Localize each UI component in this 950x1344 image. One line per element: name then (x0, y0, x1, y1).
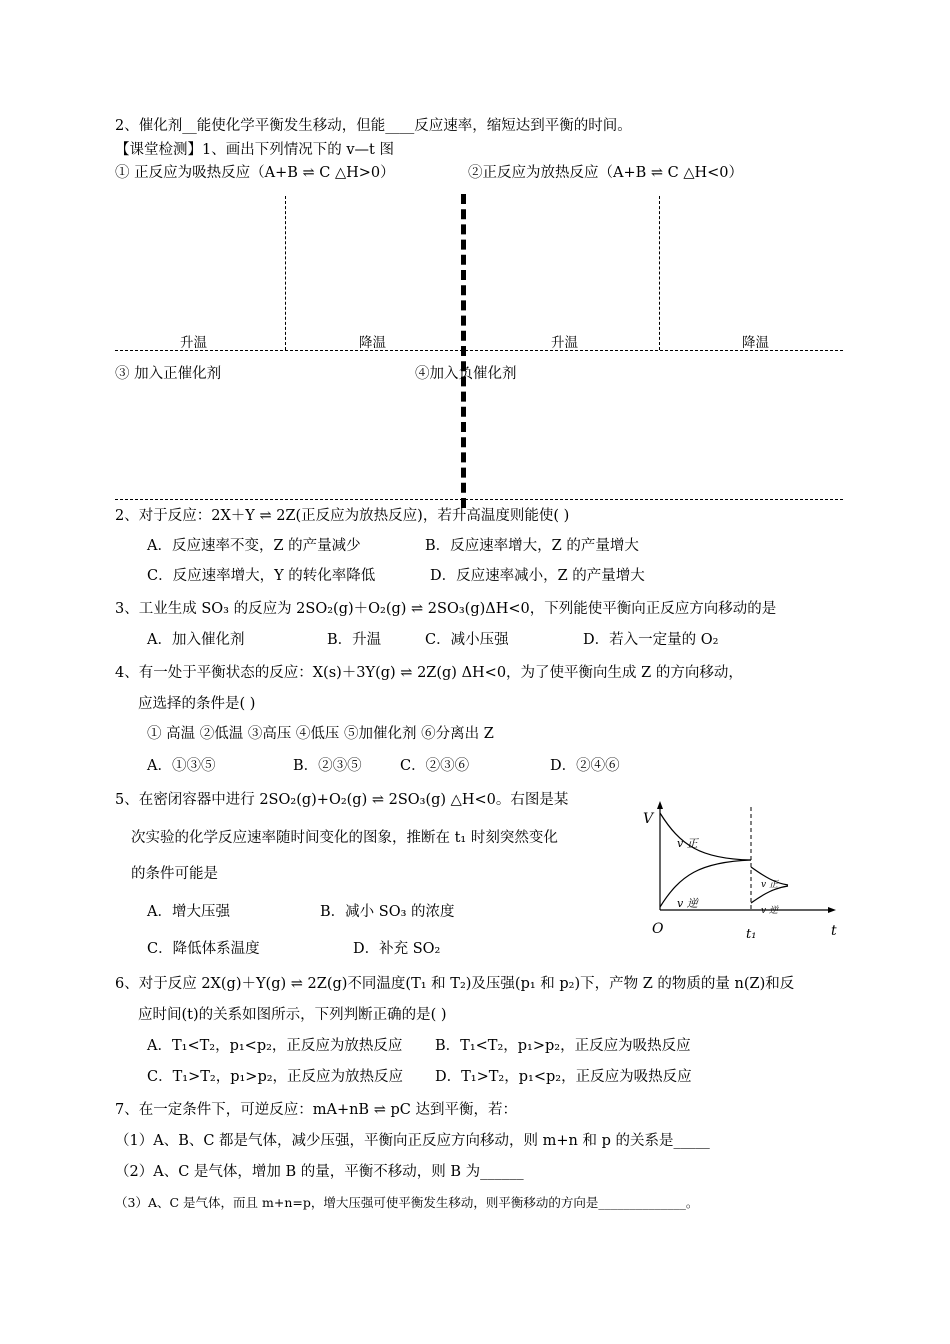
q6-stem: 6、对于反应 2X(g)＋Y(g) ⇌ 2Z(g)不同温度(T₁ 和 T₂)及压强(p₁ 和 p₂)下，产物 Z 的物质的量 n(Z)和反 (115, 976, 795, 992)
q4-option-a: A．①③⑤ (147, 758, 216, 774)
q1-case3: ③ 加入正催化剂 (115, 366, 222, 382)
q6-option-c: C．T₁>T₂，p₁>p₂，正反应为放热反应 (147, 1069, 404, 1085)
q1-case2: ②正反应为放热反应（A+B ⇌ C △H<0） (468, 165, 744, 181)
q4-option-b: B．②③⑤ (293, 758, 362, 774)
q4-option-d: D．②④⑥ (550, 758, 620, 774)
q4-stem: 4、有一处于平衡状态的反应：X(s)＋3Y(g) ⇌ 2Z(g) ΔH<0，为了使平衡向生成 Z 的方向移动， (115, 665, 743, 681)
label-cool-down-1: 降温 (359, 335, 386, 351)
q5-option-b: B．减小 SO₃ 的浓度 (320, 904, 455, 920)
label-heat-up-2: 升温 (551, 335, 578, 351)
graph-v-forward: v 正 (677, 837, 698, 850)
q2-option-d: D．反应速率减小，Z 的产量增大 (430, 568, 645, 584)
q1-case1: ① 正反应为吸热反应（A+B ⇌ C △H>0） (115, 165, 395, 181)
q6-option-d: D．T₁>T₂，p₁<p₂，正反应为吸热反应 (435, 1069, 692, 1085)
q3-option-a: A．加入催化剂 (147, 632, 245, 648)
graph-v-forward-2: v 正 (761, 880, 778, 890)
q5-option-c: C．降低体系温度 (147, 941, 260, 957)
q3-option-c: C．减小压强 (425, 632, 509, 648)
graph-origin: O (652, 921, 664, 937)
q2-stem: 2、对于反应：2X＋Y ⇌ 2Z(正反应为放热反应)，若升高温度则能使( ) (115, 508, 570, 524)
graph-v-reverse-2: v 逆 (761, 906, 778, 916)
q4-stem-2: 应选择的条件是( ) (138, 696, 256, 712)
label-heat-up-1: 升温 (180, 335, 207, 351)
center-divider (461, 194, 466, 508)
q5-option-a: A．增大压强 (147, 904, 230, 920)
q7-part-2: （2）A、C 是气体，增加 B 的量，平衡不移动，则 B 为______ (115, 1164, 524, 1180)
graph-t1: t₁ (746, 927, 757, 942)
divider-case2 (659, 196, 660, 350)
q5-stem: 5、在密闭容器中进行 2SO₂(g)+O₂(g) ⇌ 2SO₃(g) △H<0。右图是某 (115, 792, 569, 808)
q1-case4: ④加入负催化剂 (415, 366, 517, 382)
row-divider-2 (115, 499, 843, 500)
q3-option-d: D．若入一定量的 O₂ (583, 632, 719, 648)
q5-stem-3: 的条件可能是 (131, 866, 218, 882)
rate-time-graph (640, 795, 850, 945)
graph-x-label: t (831, 923, 837, 939)
q5-option-d: D．补充 SO₂ (353, 941, 441, 957)
q6-option-b: B．T₁<T₂，p₁>p₂，正反应为吸热反应 (435, 1038, 691, 1054)
q3-stem: 3、工业生成 SO₃ 的反应为 2SO₂(g)＋O₂(g) ⇌ 2SO₃(g)ΔH<0，下列能使平衡向正反应方向移动的是 (115, 601, 777, 617)
q6-option-a: A．T₁<T₂，p₁<p₂，正反应为放热反应 (147, 1038, 403, 1054)
q6-stem-2: 应时间(t)的关系如图所示，下列判断正确的是( ) (138, 1007, 447, 1023)
q4-conditions: ① 高温 ②低温 ③高压 ④低压 ⑤加催化剂 ⑥分离出 Z (147, 726, 494, 742)
q4-option-c: C．②③⑥ (400, 758, 470, 774)
class-test-title: 【课堂检测】1、画出下列情况下的 v—t 图 (115, 142, 394, 158)
q3-option-b: B．升温 (327, 632, 382, 648)
label-cool-down-2: 降温 (742, 335, 769, 351)
q2-option-b: B．反应速率增大，Z 的产量增大 (425, 538, 639, 554)
q5-stem-2: 次实验的化学反应速率随时间变化的图象，推断在 t₁ 时刻突然变化 (131, 830, 558, 846)
graph-y-label: V (643, 811, 654, 827)
catalyst-note: 2、催化剂__能使化学平衡发生移动，但能____反应速率，缩短达到平衡的时间。 (115, 118, 632, 134)
graph-v-reverse: v 逆 (677, 897, 698, 910)
q2-option-c: C．反应速率增大，Y 的转化率降低 (147, 568, 376, 584)
divider-case1 (285, 196, 286, 350)
q7-part-1: （1）A、B、C 都是气体，减少压强，平衡向正反应方向移动，则 m+n 和 p 的关系是_____ (115, 1133, 710, 1149)
q7-stem: 7、在一定条件下，可逆反应：mA+nB ⇌ pC 达到平衡，若： (115, 1102, 517, 1118)
q2-option-a: A．反应速率不变，Z 的产量减少 (147, 538, 361, 554)
row-divider-1 (115, 350, 843, 351)
q7-part-3: （3）A、C 是气体，而且 m+n=p，增大压强可使平衡发生移动，则平衡移动的方向是______________。 (115, 1195, 699, 1210)
